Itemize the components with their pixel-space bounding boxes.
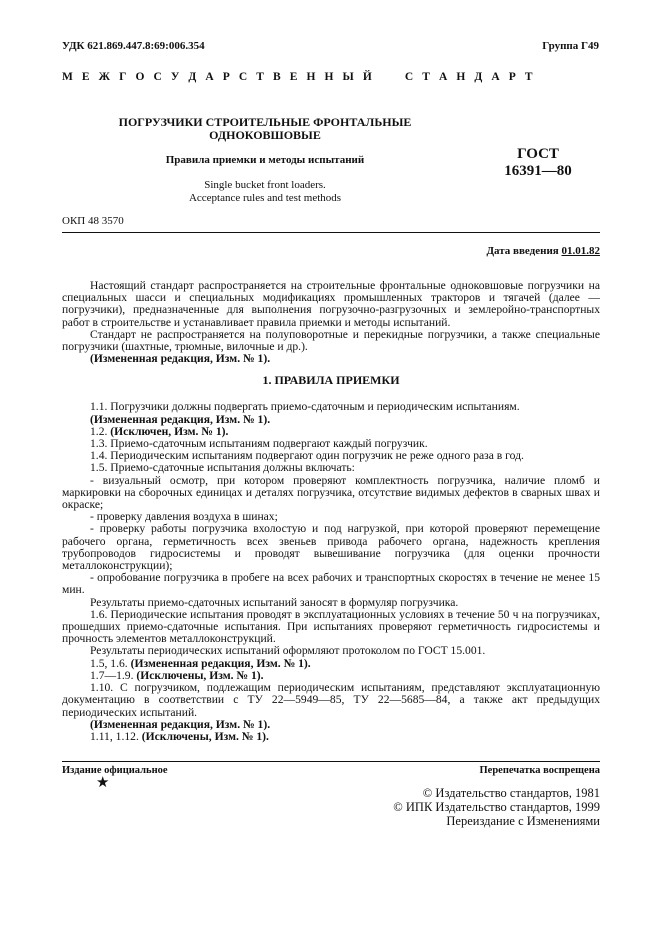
clauses-1-7-1-9-number: 1.7—1.9. [90, 668, 134, 682]
divider-bottom [62, 761, 600, 762]
clauses-1-11-1-12-text: (Исключены, Изм. № 1). [141, 729, 269, 743]
section-1-heading: 1. ПРАВИЛА ПРИЕМКИ [262, 373, 400, 388]
introduction-date-value: 01.01.82 [561, 245, 600, 257]
clauses-1-5-1-6-text: (Измененная редакция, Изм. № 1). [130, 656, 311, 670]
title-line-1: ПОГРУЗЧИКИ СТРОИТЕЛЬНЫЕ ФРОНТАЛЬНЫЕ [118, 115, 412, 129]
introduction-date [486, 245, 600, 257]
revision-note: (Измененная редакция, Изм. № 1). [90, 352, 271, 366]
introduction-date-label: Дата введения [486, 245, 559, 257]
clause-1-1: 1.1. Погрузчики должны подвергать приемо-сдаточным и периодическим испытаниям. [90, 400, 520, 414]
scope-paragraph: Стандарт не распространяется на полуповоротные и перекидные погрузчики, а также специальные погрузчики (шахтные, трюмные, вилочные и др.). [62, 327, 600, 354]
list-item-operation-check: - проверку работы погрузчика вхолостую и под нагрузкой, при которой проверяют перемещение рабочего органа, герметичность всех звеньев привода рабочего органа, надежность крепления трубопроводов гидросистемы и проводят вывешивание погрузчика (для оценки прочности металлоконструкции); [62, 522, 600, 573]
clauses-1-11-1-12-number: 1.11, 1.12. [90, 729, 139, 743]
clause-1-5: 1.5. Приемо-сдаточные испытания должны включать: [90, 461, 355, 475]
clause-1-4: 1.4. Периодическим испытаниям подвергают один погрузчик не реже одного раза в год. [90, 449, 524, 463]
gost-label: ГОСТ [517, 146, 559, 162]
gost-number: 16391—80 [504, 163, 572, 179]
english-title-line-1: Single bucket front loaders. [204, 179, 326, 191]
document-title [60, 116, 470, 142]
revision-note-1-1: (Измененная редакция, Изм. № 1). [90, 412, 271, 426]
copyright-1999: © ИПК Издательство стандартов, 1999 [393, 800, 600, 814]
divider-top [62, 232, 600, 233]
intro-paragraph: Настоящий стандарт распространяется на строительные фронтальные одноковшовые погрузчики на специальных шасси и специальных модификациях промышленных тракторов и тягачей (далее — погрузчики), предназначенные для выполнения погрузочно-разгрузочных и землеройно-транспортных работ в строительстве и устанавливает правила приемки и методы испытаний. [62, 279, 600, 329]
list-item-visual-inspection: - визуальный осмотр, при котором проверяют комплектность погрузчика, наличие пломб и маркировки на сборочных единицах и деталях погрузчика, отсутствие видимых дефектов в сварных швах и окраске; [62, 473, 600, 512]
list-item-tire-pressure: - проверку давления воздуха в шинах; [90, 510, 278, 524]
document-subtitle: Правила приемки и методы испытаний [165, 154, 365, 166]
group-code: Группа Г49 [542, 40, 599, 52]
star-icon: ★ [96, 775, 110, 791]
english-title [60, 179, 470, 205]
reprint-prohibited: Перепечатка воспрещена [479, 765, 600, 776]
copyright-block [393, 786, 600, 828]
copyright-1981: © Издательство стандартов, 1981 [422, 786, 600, 800]
clause-1-3: 1.3. Приемо-сдаточным испытаниям подвергают каждый погрузчик. [90, 437, 428, 451]
standard-banner: М Е Ж Г О С У Д А Р С Т В Е Н Н Ы Й С Т А Н Д А Р Т [62, 71, 536, 83]
clauses-1-7-1-9-text: (Исключены, Изм. № 1). [136, 668, 264, 682]
acceptance-results: Результаты приемо-сдаточных испытаний заносят в формуляр погрузчика. [90, 595, 459, 609]
udk-code: УДК 621.869.447.8:69:006.354 [62, 40, 205, 52]
reissue-note: Переиздание с Изменениями [446, 814, 600, 828]
clauses-1-11-1-12 [62, 731, 600, 743]
periodic-results: Результаты периодических испытаний оформляют протоколом по ГОСТ 15.001. [90, 644, 486, 658]
gost-designation [478, 146, 598, 180]
clause-1-6: 1.6. Периодические испытания проводят в эксплуатационных условиях в течение 50 ч на погрузчиках, прошедших приемо-сдаточные испытания. При испытаниях проверяют герметичность гидросистемы и прочность элементов металлоконструкций. [62, 607, 600, 646]
document-body [62, 280, 600, 743]
english-title-line-2: Acceptance rules and test methods [188, 192, 342, 204]
title-line-2: ОДНОКОВШОВЫЕ [209, 128, 321, 142]
list-item-run-test: - опробование погрузчика в пробеге на всех рабочих и транспортных скоростях в течение не менее 15 мин. [62, 571, 600, 597]
clause-1-10: 1.10. С погрузчиком, подлежащим периодическим испытаниям, представляют эксплуатационную документацию в соответствии с ТУ 22—5949—85, ТУ 22—5685—84, а также акт предыдущих периодических испытаний. [62, 681, 600, 719]
revision-note-1-10: (Измененная редакция, Изм. № 1). [90, 717, 271, 731]
official-edition: Издание официальное [62, 765, 168, 776]
okp-code: ОКП 48 3570 [62, 215, 124, 227]
clause-1-2-text: (Исключен, Изм. № 1). [110, 424, 229, 438]
clauses-1-5-1-6-number: 1.5, 1.6. [90, 656, 128, 670]
clause-1-2-number: 1.2. [90, 424, 108, 438]
